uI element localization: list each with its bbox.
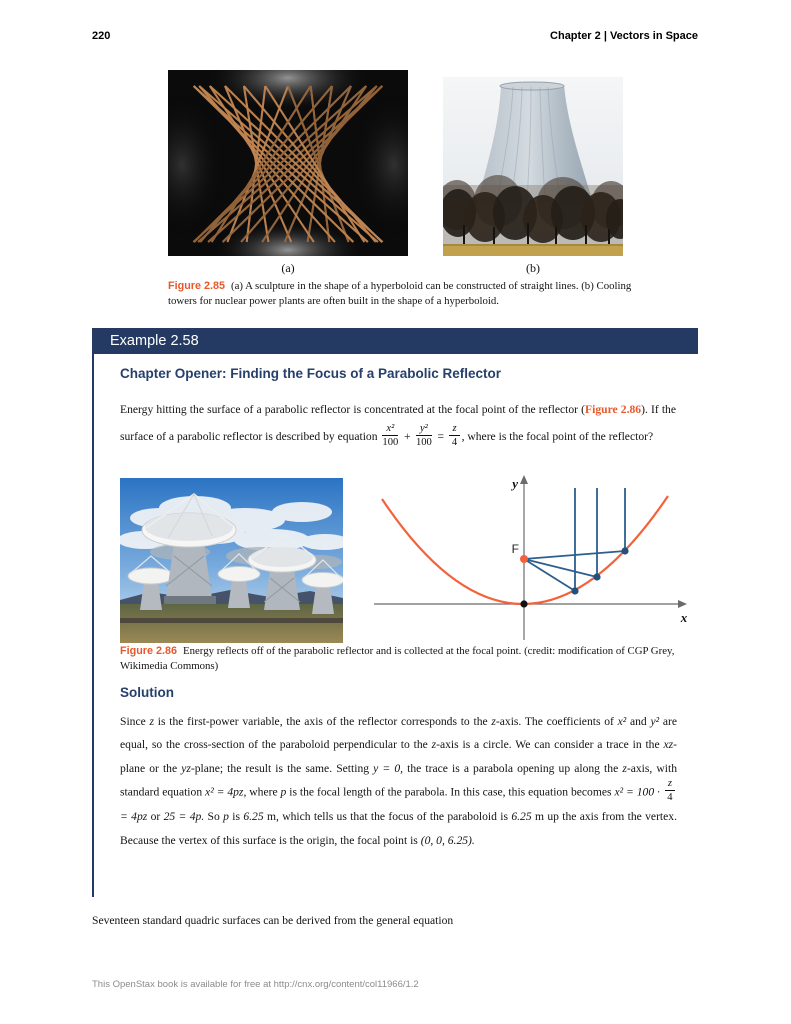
example-title: Example 2.58 xyxy=(110,333,199,349)
figure-286-caption-label: Figure 2.86 xyxy=(120,645,178,657)
reflection-point xyxy=(593,573,600,580)
reflection-line xyxy=(524,559,597,577)
text-segment: is the focal length of the parabola. In this case, this equation becomes xyxy=(286,785,615,799)
grass-strip xyxy=(443,245,623,256)
text-segment: y = 0, xyxy=(373,761,404,775)
text-segment: m, which tells us that the focus of the paraboloid is xyxy=(263,810,512,824)
text-segment: is xyxy=(228,810,244,824)
parabola-diagram-art xyxy=(372,474,692,642)
reflection-line xyxy=(524,559,575,591)
figure-285-caption-text: (a) A sculpture in the shape of a hyperboloid can be constructed of straight lines. (b) Cooling towers for nuclear power plants are often built in the shape of a hyperboloid. xyxy=(168,280,632,308)
text-segment: = xyxy=(433,430,448,443)
cooling-tower-art xyxy=(443,77,623,256)
text-segment: , xyxy=(461,430,465,443)
reflection-point xyxy=(571,587,578,594)
text-segment: 25 = 4p. xyxy=(163,810,205,824)
radio-telescope-image xyxy=(120,478,343,643)
hyperboloid-sculpture-art xyxy=(168,70,408,256)
text-segment: x² xyxy=(617,715,627,728)
figure-286-caption-text: Energy reflects off of the parabolic reflector and is collected at the focal point. (credit: modification of CGP Grey, Wikimedia Commons) xyxy=(120,645,675,673)
solution-heading: Solution xyxy=(120,685,174,700)
x-axis-label: x xyxy=(680,610,688,625)
fraction: $\frac{z}{4}$ xyxy=(449,423,459,448)
text-segment: So xyxy=(204,810,224,824)
text-segment: y² xyxy=(650,715,660,728)
fraction: $\frac{\text{y²}}{100}$ xyxy=(415,422,432,448)
tower-rim xyxy=(500,82,564,90)
track xyxy=(120,618,343,623)
grass-edge xyxy=(443,244,623,246)
text-segment: p xyxy=(223,810,229,824)
text-segment: where is the focal point of the reflector? xyxy=(464,430,654,443)
text-segment: yz xyxy=(181,761,191,775)
chapter-running-head: Chapter 2 | Vectors in Space xyxy=(550,30,698,42)
text-segment: Since xyxy=(120,715,150,728)
reflection-point xyxy=(621,547,628,554)
example-heading: Chapter Opener: Finding the Focus of a Parabolic Reflector xyxy=(120,366,502,381)
text-segment: ). If the surface of a parabolic reflector is described by equation xyxy=(120,403,676,443)
vertex-point xyxy=(520,600,527,607)
text-segment: xz xyxy=(663,738,674,752)
example-header-bar xyxy=(92,328,698,354)
parabola-diagram xyxy=(372,474,692,642)
text-segment: z xyxy=(622,761,627,775)
x-axis-arrow xyxy=(678,600,687,608)
text-segment: = 4pz xyxy=(120,810,148,824)
page-number: 220 xyxy=(92,30,111,42)
fraction: $\frac{\text{x²}}{100}$ xyxy=(382,422,399,448)
text-segment: 6.25 xyxy=(511,810,532,824)
focus-point xyxy=(520,555,528,563)
figure-286-caption xyxy=(120,644,680,674)
text-segment: -plane or the xyxy=(120,738,677,775)
figure-285-label-b: (b) xyxy=(526,261,540,275)
focus-label: F xyxy=(511,542,519,556)
figure-285-caption xyxy=(168,279,646,309)
text-segment: 6.25 xyxy=(243,810,264,824)
hyperboloid-sculpture-image xyxy=(168,70,408,256)
y-axis-label: y xyxy=(512,476,518,491)
example-intro-paragraph xyxy=(120,396,676,450)
text-segment: -axis, with standard equation xyxy=(120,761,677,799)
radio-telescope-art xyxy=(120,478,343,643)
text-segment: -axis. The coefficients of xyxy=(495,715,618,728)
text-segment: + xyxy=(400,430,414,443)
y-axis-arrow xyxy=(520,475,528,484)
text-segment: (0, 0, 6.25). xyxy=(420,833,475,847)
text-segment: z xyxy=(431,738,437,752)
cooling-tower-image xyxy=(443,77,623,256)
text-segment: are equal, so the cross-section of the paraboloid perpendicular to the xyxy=(120,715,677,752)
text-segment: -axis is a circle. We can consider a trace in the xyxy=(436,738,664,752)
text-segment: the trace is a parabola opening up along the xyxy=(403,761,623,775)
solution-paragraph xyxy=(120,710,677,852)
text-segment: or xyxy=(147,810,164,824)
text-segment: z xyxy=(491,715,496,728)
text-segment: Energy hitting the surface of a parabolic reflector is concentrated at the focal point of the reflector ( xyxy=(120,403,586,416)
text-segment: and xyxy=(626,715,651,728)
text-segment: z xyxy=(149,715,155,728)
fraction: $\frac{z}{4}$ xyxy=(665,778,675,803)
text-segment: m up the axis from the vertex. Because the vertex of this surface is the origin, the focal point is xyxy=(120,810,677,847)
example-body xyxy=(92,354,698,897)
footer-note: This OpenStax book is available for free at http://cnx.org/content/col11966/1.2 xyxy=(92,979,419,990)
text-segment: x² = 4pz, xyxy=(205,785,247,799)
figure-285-label-a: (a) xyxy=(281,261,295,275)
closing-text: Seventeen standard quadric surfaces can be derived from the general equation xyxy=(92,914,454,927)
text-segment: -plane; the result is the same. Setting xyxy=(190,761,374,775)
figure-reference-link[interactable]: Figure 2.86 xyxy=(585,403,642,416)
figure-285-caption-label: Figure 2.85 xyxy=(168,280,226,292)
text-segment: is the first-power variable, the axis of the reflector corresponds to the xyxy=(154,715,492,728)
text-segment: x² = 100 · xyxy=(614,785,663,799)
text-segment: where xyxy=(246,785,281,799)
text-segment: p xyxy=(280,785,287,799)
